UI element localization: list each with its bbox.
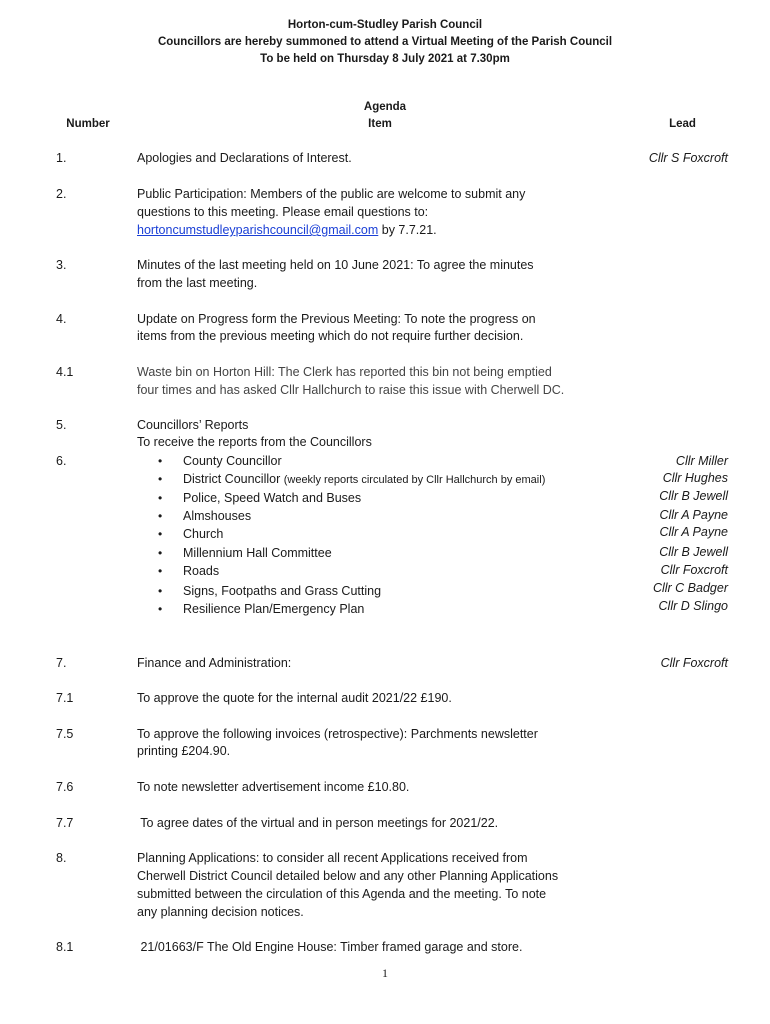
item-number: 7.5: [56, 727, 74, 741]
report-label: [183, 470, 545, 489]
report-label: Police, Speed Watch and Buses: [183, 491, 362, 505]
report-lead: Cllr Hughes: [662, 471, 728, 485]
report-lead: Cllr B Jewell: [659, 489, 728, 503]
item-text: Public Participation: Members of the public are welcome to submit any: [137, 187, 526, 201]
item-text: Update on Progress form the Previous Meeting: To note the progress on: [137, 312, 536, 326]
summons-line: Councillors are hereby summoned to attend a Virtual Meeting of the Parish Council: [157, 36, 613, 48]
item-text: Waste bin on Horton Hill: The Clerk has reported this bin not being emptied: [137, 365, 552, 379]
bullet-icon: •: [158, 491, 163, 505]
item-text: To note newsletter advertisement income £10.80.: [137, 780, 410, 794]
item-number: 4.: [56, 312, 67, 326]
item-number: 7.1: [56, 691, 74, 705]
item-text: submitted between the circulation of this Agenda and the meeting. To note: [137, 887, 547, 901]
report-label: Resilience Plan/Emergency Plan: [183, 602, 365, 616]
item-text: any planning decision notices.: [137, 905, 304, 919]
bullet-icon: •: [158, 602, 163, 616]
item-number: 2.: [56, 187, 67, 201]
item-text: 21/01663/F The Old Engine House: Timber framed garage and store.: [137, 940, 523, 954]
report-label: Church: [183, 527, 224, 541]
column-lead-heading: Lead: [669, 118, 696, 130]
column-agenda-heading: Agenda: [363, 101, 407, 113]
item-text: Planning Applications: to consider all recent Applications received from: [137, 851, 528, 865]
page-number: 1: [382, 966, 388, 980]
item-text: To approve the following invoices (retrospective): Parchments newsletter: [137, 727, 538, 741]
bullet-icon: •: [158, 472, 163, 486]
report-label-text: District Councillor: [183, 472, 284, 486]
report-label: Roads: [183, 564, 220, 578]
column-number-heading: Number: [66, 118, 110, 130]
item-lead: Cllr Foxcroft: [660, 656, 728, 670]
item-text: Minutes of the last meeting held on 10 June 2021: To agree the minutes: [137, 258, 534, 272]
item-text: Finance and Administration:: [137, 656, 292, 670]
item-number: 8.: [56, 851, 67, 865]
item-number: 6.: [56, 454, 67, 468]
item-number: 3.: [56, 258, 67, 272]
item-text: printing £204.90.: [137, 744, 231, 758]
report-lead: Cllr Foxcroft: [660, 563, 728, 577]
bullet-icon: •: [158, 584, 163, 598]
item-text: Councillors’ Reports: [137, 418, 249, 432]
item-text: To receive the reports from the Councillors: [137, 435, 372, 449]
bullet-icon: •: [158, 454, 163, 468]
item-number: 7.7: [56, 816, 74, 830]
item-number: 1.: [56, 151, 67, 165]
bullet-icon: •: [158, 546, 163, 560]
item-text: Apologies and Declarations of Interest.: [137, 151, 352, 165]
column-item-heading: Item: [368, 118, 392, 130]
report-label: Millennium Hall Committee: [183, 546, 332, 560]
item-text: from the last meeting.: [137, 276, 258, 290]
report-lead: Cllr C Badger: [652, 581, 728, 595]
item-number: 7.: [56, 656, 67, 670]
item-number: 5.: [56, 418, 67, 432]
report-note: (weekly reports circulated by Cllr Hallchurch by email): [283, 474, 546, 486]
item-text: items from the previous meeting which do not require further decision.: [137, 329, 524, 343]
report-label: Signs, Footpaths and Grass Cutting: [183, 584, 382, 598]
meeting-date-line: To be held on Thursday 8 July 2021 at 7.30pm: [260, 53, 510, 65]
item-text: Cherwell District Council detailed below and any other Planning Applications: [137, 869, 559, 883]
item-number: 7.6: [56, 780, 74, 794]
item-text: questions to this meeting. Please email questions to:: [137, 205, 429, 219]
item-lead: Cllr S Foxcroft: [648, 151, 728, 165]
item-number: 4.1: [56, 365, 74, 379]
report-lead: Cllr B Jewell: [659, 545, 728, 559]
item-text: [137, 221, 437, 239]
report-lead: Cllr D Slingo: [658, 599, 728, 613]
council-name: Horton-cum-Studley Parish Council: [287, 19, 483, 31]
bullet-icon: •: [158, 509, 163, 523]
report-label: County Councillor: [183, 454, 282, 468]
report-lead: Cllr A Payne: [659, 508, 728, 522]
item-text: four times and has asked Cllr Hallchurch to raise this issue with Cherwell DC.: [137, 383, 565, 397]
report-lead: Cllr A Payne: [659, 525, 728, 539]
bullet-icon: •: [158, 564, 163, 578]
item-number: 8.1: [56, 940, 74, 954]
deadline-text: by 7.7.21.: [378, 223, 437, 237]
report-lead: Cllr Miller: [675, 454, 728, 468]
item-text: To agree dates of the virtual and in person meetings for 2021/22.: [137, 816, 499, 830]
report-label: Almshouses: [183, 509, 252, 523]
bullet-icon: •: [158, 527, 163, 541]
item-text: To approve the quote for the internal audit 2021/22 £190.: [137, 691, 452, 705]
contact-email-link[interactable]: hortoncumstudleyparishcouncil@gmail.com: [137, 223, 379, 237]
